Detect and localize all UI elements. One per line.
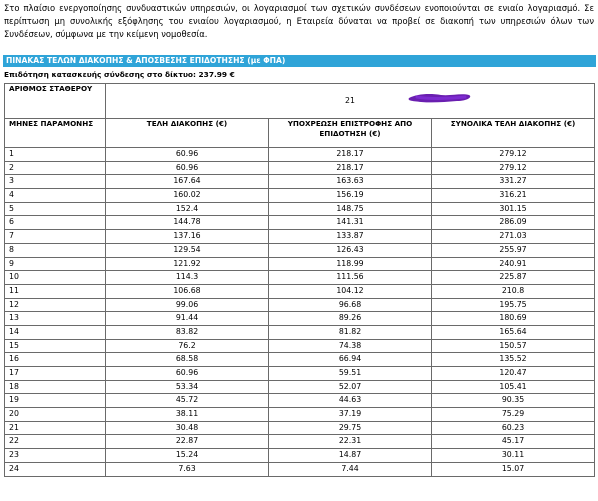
phone-number-cell [106,84,595,119]
total-fee-cell: 301.15 [432,202,595,216]
termination-fee-cell: 30.48 [106,421,269,435]
month-cell: 18 [5,380,106,394]
table-row [5,380,595,394]
month-cell: 15 [5,339,106,353]
total-fee-cell: 255.97 [432,243,595,257]
table-row [5,325,595,339]
section-title: ΠΙΝΑΚΑΣ ΤΕΛΩΝ ΔΙΑΚΟΠΗΣ & ΑΠΟΣΒΕΣΗΣ ΕΠΙΔΟΤΗΣΗΣ (με ΦΠΑ) [3,55,596,67]
subsidy-refund-cell: 89.26 [269,312,432,326]
header-subsidy-refund: ΥΠΟΧΡΕΩΣΗ ΕΠΙΣΤΡΟΦΗΣ ΑΠΟ ΕΠΙΔΟΤΗΣΗ (€) [269,119,432,148]
termination-fee-cell: 76.2 [106,339,269,353]
termination-fee-cell: 15.24 [106,449,269,463]
subsidy-refund-cell: 118.99 [269,257,432,271]
termination-fee-cell: 99.06 [106,298,269,312]
subsidy-refund-cell: 96.68 [269,298,432,312]
month-cell: 12 [5,298,106,312]
total-fee-cell: 195.75 [432,298,595,312]
month-cell: 6 [5,216,106,230]
termination-fee-cell: 38.11 [106,408,269,422]
table-row [5,257,595,271]
table-row [5,435,595,449]
table-row [5,284,595,298]
table-row [5,189,595,203]
header-total-fees: ΣΥΝΟΛΙΚΑ ΤΕΛΗ ΔΙΑΚΟΠΗΣ (€) [432,119,595,148]
table-row [5,216,595,230]
subsidy-refund-cell: 81.82 [269,325,432,339]
subsidy-refund-cell: 29.75 [269,421,432,435]
month-cell: 13 [5,312,106,326]
total-fee-cell: 279.12 [432,148,595,162]
subsidy-refund-cell: 126.43 [269,243,432,257]
subsidy-refund-cell: 141.31 [269,216,432,230]
total-fee-cell: 60.23 [432,421,595,435]
table-row [5,148,595,162]
termination-fee-cell: 144.78 [106,216,269,230]
total-fee-cell: 45.17 [432,435,595,449]
total-fee-cell: 271.03 [432,230,595,244]
table-row [5,449,595,463]
total-fee-cell: 316.21 [432,189,595,203]
total-fee-cell: 75.29 [432,408,595,422]
subsidy-refund-cell: 133.87 [269,230,432,244]
total-fee-cell: 210.8 [432,284,595,298]
month-cell: 9 [5,257,106,271]
total-fee-cell: 105.41 [432,380,595,394]
fees-table [4,83,595,477]
subsidy-refund-cell: 14.87 [269,449,432,463]
subsidy-refund-cell: 44.63 [269,394,432,408]
table-row [5,353,595,367]
total-fee-cell: 331.27 [432,175,595,189]
month-cell: 4 [5,189,106,203]
intro-paragraph: Στο πλαίσιο ενεργοποίησης συνδυαστικών υπηρεσιών, οι λογαριασμοί των σχετικών συνδέσεων ενοποιούνται σε ενιαίο λογαριασμό. Σε περίπτωση μη συνολικής εξόφλησης του ενιαίου λογαριασμού, η Εταιρεία δύναται να προβεί σε διακοπή των υπηρεσιών όλων των Συνδέσεων, σύμφωνα με την κείμενη νομοθεσία. [4,3,594,39]
month-cell: 8 [5,243,106,257]
termination-fee-cell: 53.34 [106,380,269,394]
subsidy-refund-cell: 218.17 [269,148,432,162]
month-cell: 19 [5,394,106,408]
month-cell: 14 [5,325,106,339]
subsidy-refund-cell: 104.12 [269,284,432,298]
redaction-mark [407,91,473,104]
month-cell: 24 [5,462,106,476]
termination-fee-cell: 7.63 [106,462,269,476]
month-cell: 16 [5,353,106,367]
table-row [5,298,595,312]
total-fee-cell: 120.47 [432,367,595,381]
subsidy-refund-cell: 66.94 [269,353,432,367]
subsidy-refund-cell: 111.56 [269,271,432,285]
termination-fee-cell: 60.96 [106,148,269,162]
table-row [5,243,595,257]
month-cell: 1 [5,148,106,162]
phone-number-label: ΑΡΙΘΜΟΣ ΣΤΑΘΕΡΟΥ [5,84,106,119]
month-cell: 3 [5,175,106,189]
month-cell: 10 [5,271,106,285]
table-row [5,367,595,381]
total-fee-cell: 225.87 [432,271,595,285]
table-row [5,202,595,216]
termination-fee-cell: 114.3 [106,271,269,285]
subsidy-refund-cell: 163.63 [269,175,432,189]
total-fee-cell: 15.07 [432,462,595,476]
total-fee-cell: 286.09 [432,216,595,230]
table-row [5,462,595,476]
total-fee-cell: 279.12 [432,161,595,175]
termination-fee-cell: 83.82 [106,325,269,339]
subsidy-refund-cell: 156.19 [269,189,432,203]
total-fee-cell: 165.64 [432,325,595,339]
subsidy-refund-cell: 52.07 [269,380,432,394]
termination-fee-cell: 137.16 [106,230,269,244]
table-row [5,394,595,408]
subsidy-refund-cell: 74.38 [269,339,432,353]
termination-fee-cell: 45.72 [106,394,269,408]
subsidy-refund-cell: 148.75 [269,202,432,216]
subsidy-refund-cell: 37.19 [269,408,432,422]
termination-fee-cell: 121.92 [106,257,269,271]
total-fee-cell: 180.69 [432,312,595,326]
termination-fee-cell: 106.68 [106,284,269,298]
total-fee-cell: 135.52 [432,353,595,367]
phone-number-row [5,84,595,119]
table-row [5,271,595,285]
header-months: ΜΗΝΕΣ ΠΑΡΑΜΟΝΗΣ [5,119,106,148]
month-cell: 20 [5,408,106,422]
subsidy-refund-cell: 22.31 [269,435,432,449]
month-cell: 22 [5,435,106,449]
total-fee-cell: 30.11 [432,449,595,463]
month-cell: 7 [5,230,106,244]
total-fee-cell: 90.35 [432,394,595,408]
month-cell: 23 [5,449,106,463]
table-row [5,175,595,189]
termination-fee-cell: 152.4 [106,202,269,216]
termination-fee-cell: 129.54 [106,243,269,257]
table-row [5,339,595,353]
termination-fee-cell: 60.96 [106,367,269,381]
month-cell: 11 [5,284,106,298]
column-header-row [5,119,595,148]
termination-fee-cell: 60.96 [106,161,269,175]
subsidy-refund-cell: 7.44 [269,462,432,476]
table-row [5,421,595,435]
table-row [5,161,595,175]
subsidy-refund-cell: 59.51 [269,367,432,381]
termination-fee-cell: 160.02 [106,189,269,203]
phone-number-value: 21 [345,96,355,105]
month-cell: 2 [5,161,106,175]
termination-fee-cell: 22.87 [106,435,269,449]
table-row [5,312,595,326]
termination-fee-cell: 91.44 [106,312,269,326]
table-row [5,408,595,422]
month-cell: 21 [5,421,106,435]
month-cell: 5 [5,202,106,216]
termination-fee-cell: 167.64 [106,175,269,189]
header-termination-fees: ΤΕΛΗ ΔΙΑΚΟΠΗΣ (€) [106,119,269,148]
subsidy-line: Επιδότηση κατασκευής σύνδεσης στο δίκτυο: 237.99 € [4,70,235,79]
subsidy-refund-cell: 218.17 [269,161,432,175]
total-fee-cell: 240.91 [432,257,595,271]
month-cell: 17 [5,367,106,381]
table-row [5,230,595,244]
total-fee-cell: 150.57 [432,339,595,353]
termination-fee-cell: 68.58 [106,353,269,367]
